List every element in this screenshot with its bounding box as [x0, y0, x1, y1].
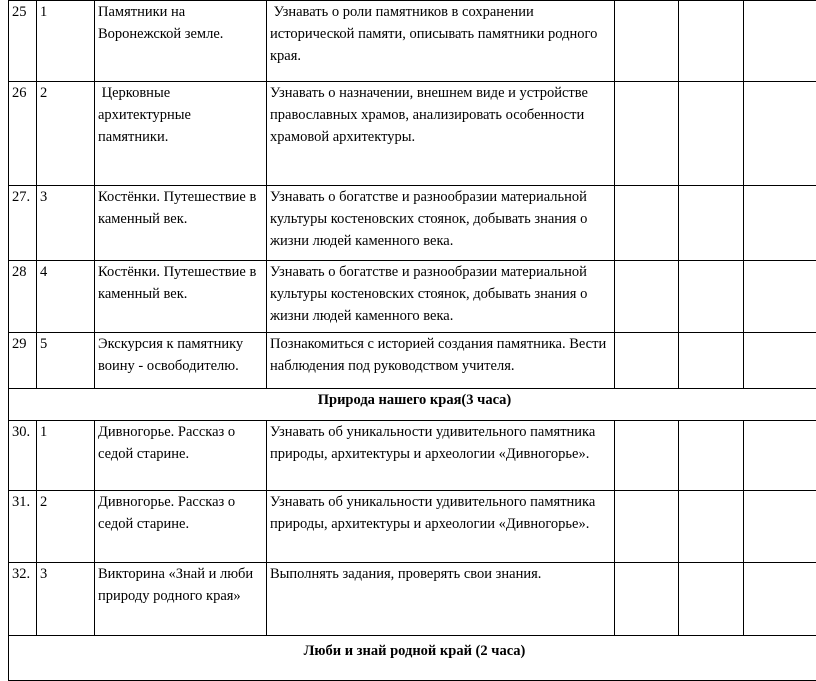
lesson-number: 2: [37, 491, 95, 563]
lesson-topic: Памятники на Воронежской земле.: [95, 1, 267, 82]
section-row: [9, 389, 816, 421]
empty-cell: [615, 563, 679, 636]
lesson-topic: Дивногорье. Рассказ о седой старине.: [95, 421, 267, 491]
row-number: 27.: [9, 186, 37, 261]
lesson-number: 2: [37, 82, 95, 186]
lesson-number: 3: [37, 186, 95, 261]
lesson-activity: Узнавать об уникальности удивительного памятника природы, архитектуры и археологии «Дивногорье».: [267, 421, 615, 491]
empty-cell: [679, 421, 744, 491]
table-row: [9, 333, 816, 389]
lesson-number: 1: [37, 421, 95, 491]
empty-cell: [615, 82, 679, 186]
row-number: 28: [9, 261, 37, 333]
empty-cell: [744, 261, 816, 333]
empty-cell: [679, 333, 744, 389]
lesson-activity: Узнавать о богатстве и разнообразии материальной культуры костеновских стоянок, добывать знания о жизни людей каменного века.: [267, 186, 615, 261]
row-number: 31.: [9, 491, 37, 563]
row-number: 26: [9, 82, 37, 186]
table-row: [9, 261, 816, 333]
empty-cell: [615, 186, 679, 261]
lesson-number: 4: [37, 261, 95, 333]
lesson-activity: Узнавать о роли памятников в сохранении исторической памяти, описывать памятники родного края.: [267, 1, 615, 82]
empty-cell: [679, 82, 744, 186]
empty-cell: [679, 1, 744, 82]
table-row: [9, 491, 816, 563]
table-row: [9, 421, 816, 491]
empty-cell: [615, 261, 679, 333]
lesson-activity: Узнавать о назначении, внешнем виде и устройстве православных храмов, анализировать особенности храмовой архитектуры.: [267, 82, 615, 186]
empty-cell: [679, 261, 744, 333]
row-number: 29: [9, 333, 37, 389]
lesson-activity: Познакомиться с историей создания памятника. Вести наблюдения под руководством учителя.: [267, 333, 615, 389]
lesson-number: 5: [37, 333, 95, 389]
empty-cell: [744, 563, 816, 636]
empty-cell: [679, 491, 744, 563]
lesson-topic: Дивногорье. Рассказ о седой старине.: [95, 491, 267, 563]
row-number: 30.: [9, 421, 37, 491]
empty-cell: [679, 563, 744, 636]
lesson-plan-table: [8, 0, 816, 681]
lesson-activity: Выполнять задания, проверять свои знания.: [267, 563, 615, 636]
lesson-number: 1: [37, 1, 95, 82]
section-heading: Природа нашего края(3 часа): [9, 389, 816, 421]
lesson-number: 3: [37, 563, 95, 636]
empty-cell: [615, 333, 679, 389]
empty-cell: [744, 186, 816, 261]
lesson-activity: Узнавать об уникальности удивительного памятника природы, архитектуры и археологии «Дивногорье».: [267, 491, 615, 563]
section-row: [9, 636, 816, 681]
lesson-topic: Костёнки. Путешествие в каменный век.: [95, 261, 267, 333]
empty-cell: [615, 491, 679, 563]
lesson-topic: Костёнки. Путешествие в каменный век.: [95, 186, 267, 261]
lesson-topic: Церковные архитектурные памятники.: [95, 82, 267, 186]
empty-cell: [679, 186, 744, 261]
section-heading: Люби и знай родной край (2 часа): [9, 636, 816, 681]
lesson-topic: Викторина «Знай и люби природу родного края»: [95, 563, 267, 636]
table-row: [9, 186, 816, 261]
empty-cell: [744, 1, 816, 82]
empty-cell: [744, 333, 816, 389]
row-number: 25: [9, 1, 37, 82]
empty-cell: [744, 421, 816, 491]
row-number: 32.: [9, 563, 37, 636]
lesson-topic: Экскурсия к памятнику воину - освободителю.: [95, 333, 267, 389]
lesson-activity: Узнавать о богатстве и разнообразии материальной культуры костеновских стоянок, добывать знания о жизни людей каменного века.: [267, 261, 615, 333]
empty-cell: [744, 491, 816, 563]
empty-cell: [615, 421, 679, 491]
table-row: [9, 1, 816, 82]
table-row: [9, 82, 816, 186]
empty-cell: [744, 82, 816, 186]
empty-cell: [615, 1, 679, 82]
table-row: [9, 563, 816, 636]
